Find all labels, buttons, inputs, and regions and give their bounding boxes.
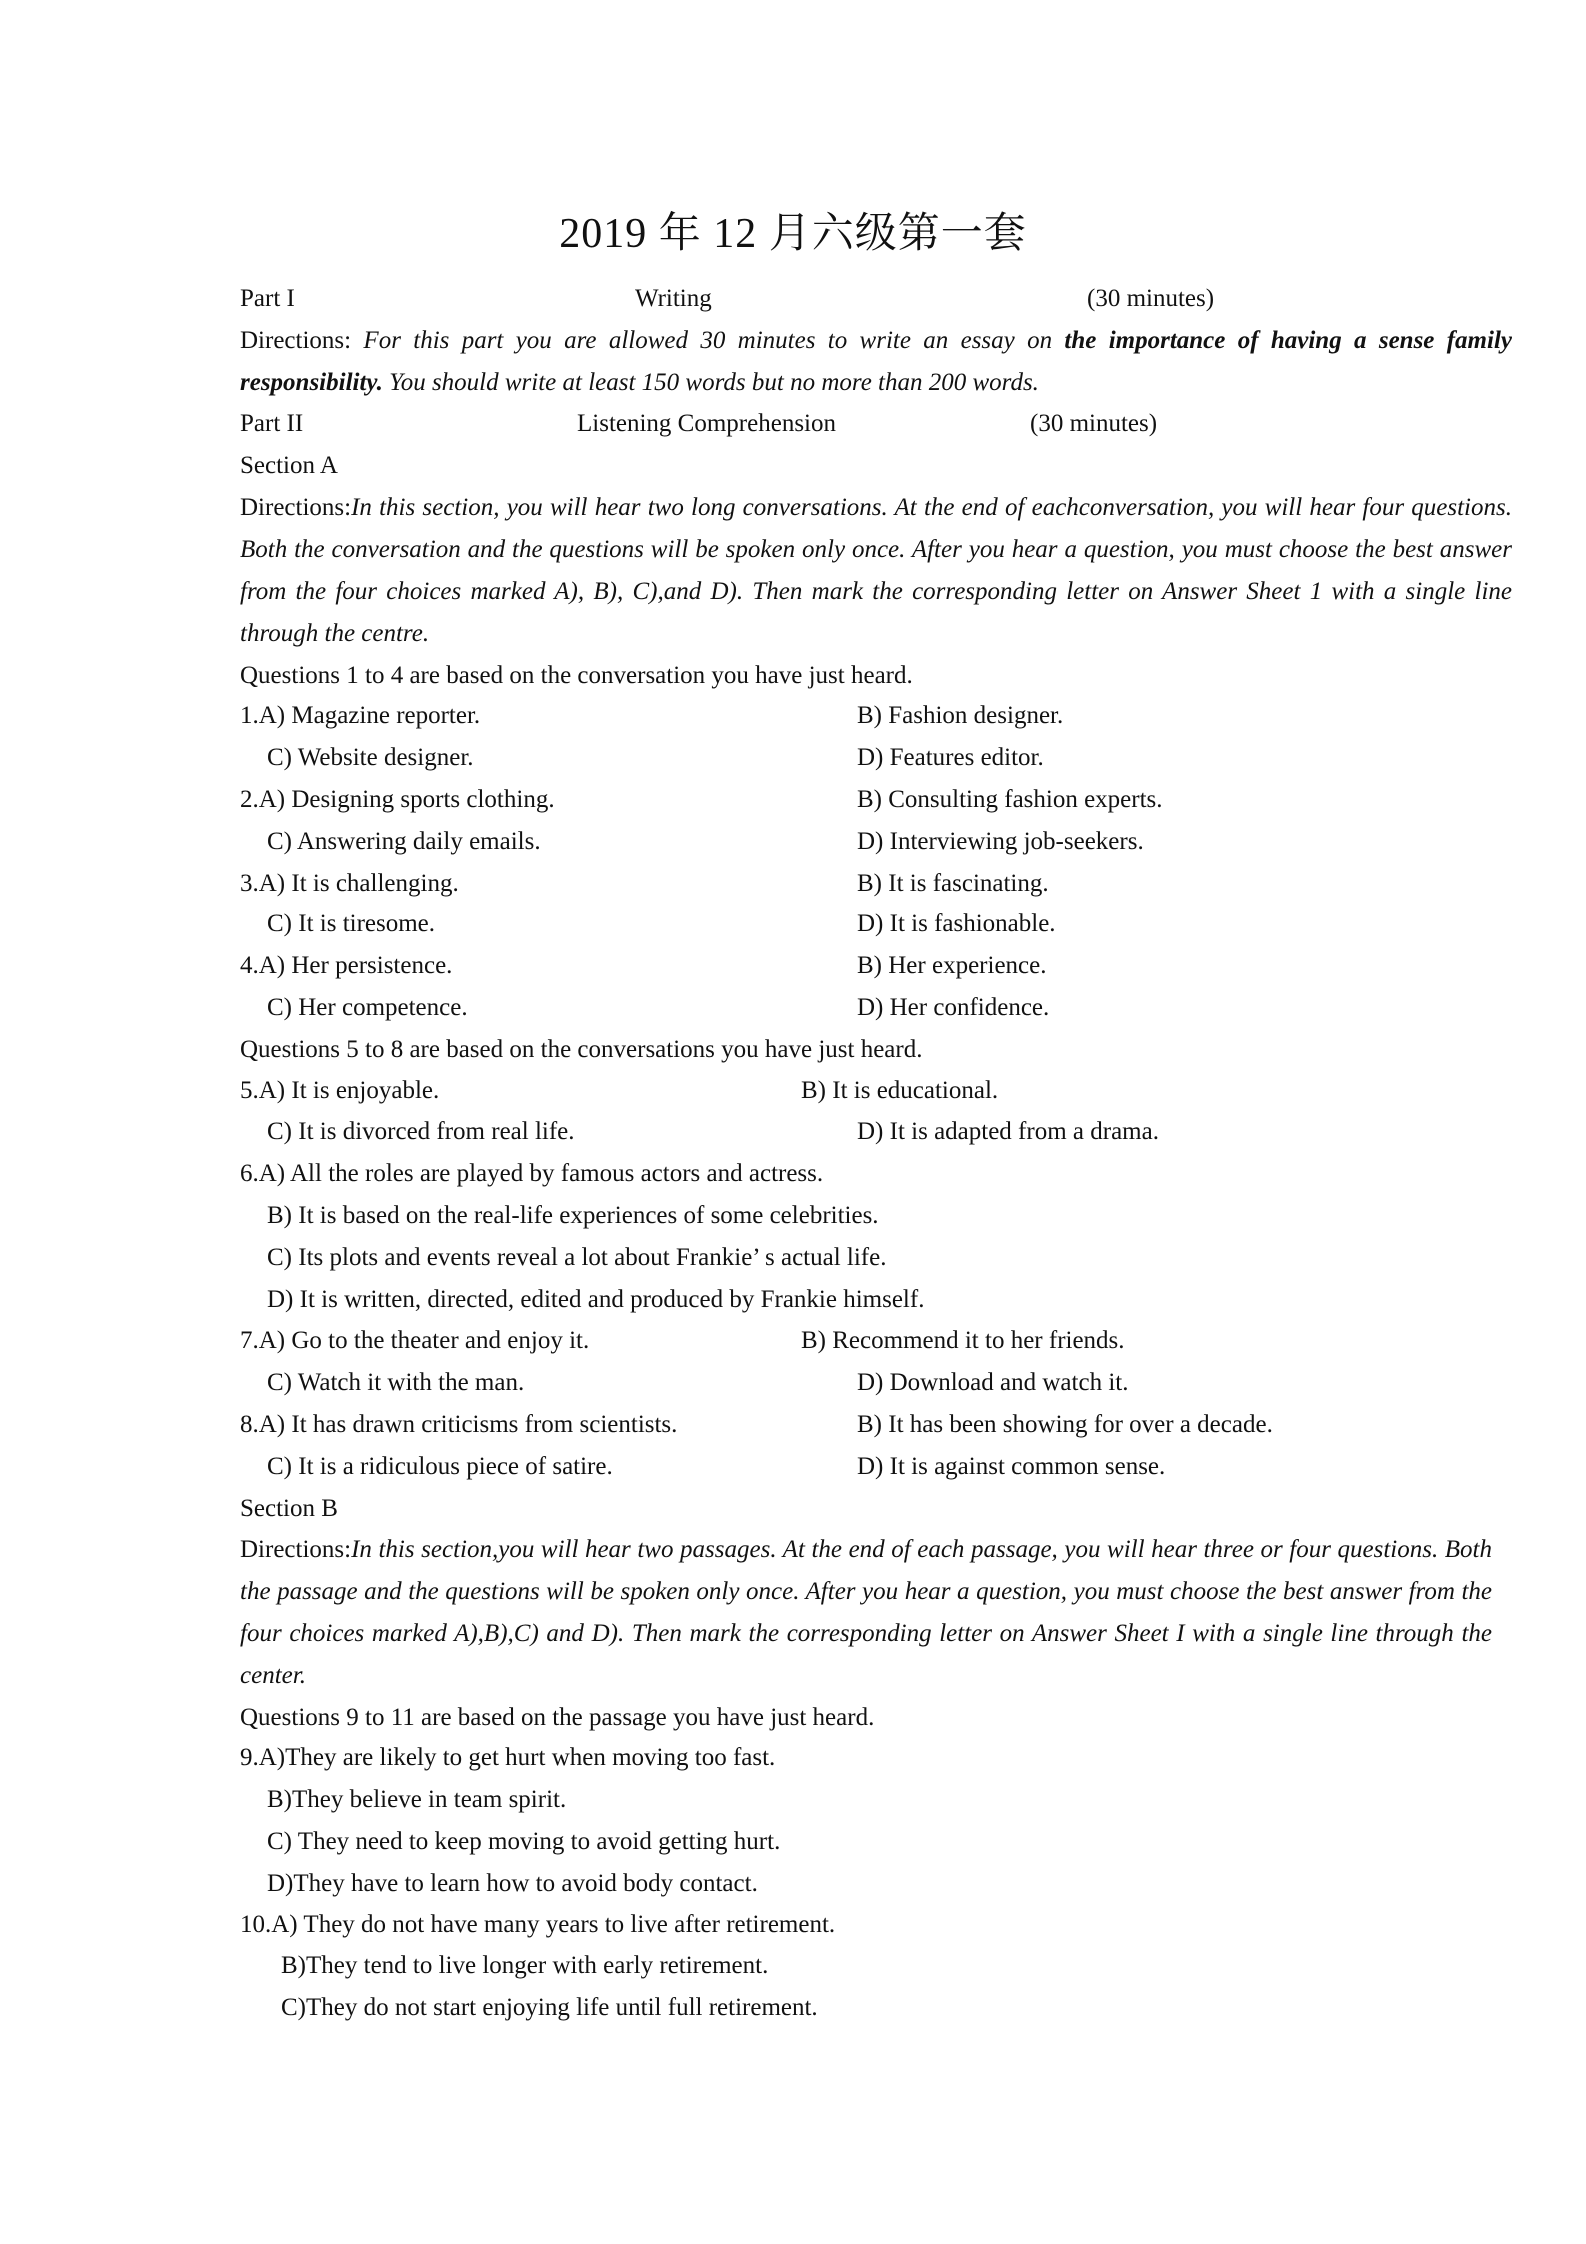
directions-text: You should write at least 150 words but no more than 200 words. — [382, 369, 1039, 396]
part1-directions — [240, 320, 1512, 404]
q2-option-a: 2.A) Designing sports clothing. — [240, 786, 555, 813]
q10-option-a: 10.A) They do not have many years to live after retirement. — [240, 1911, 836, 1938]
q9-option-c: C) They need to keep moving to avoid getting hurt. — [267, 1828, 781, 1855]
q7-option-d: D) Download and watch it. — [857, 1369, 1129, 1396]
question-group-heading: Questions 9 to 11 are based on the passage you have just heard. — [240, 1704, 875, 1731]
directions-label: Directions: — [240, 1536, 352, 1563]
directions-text: In this section,you will hear two passages. At the end of each passage, you will hear three or four questions. Both the passage and the questions will be spoken only once. After you hear a question, you must choose the best answer from the four choices marked A),B),C) and D). Then mark the corresponding letter on Answer Sheet I with a single line through the center. — [240, 1536, 1492, 1689]
q1-option-c: C) Website designer. — [267, 744, 474, 771]
question-group-heading: Questions 5 to 8 are based on the conversations you have just heard. — [240, 1036, 923, 1063]
section-a-heading: Section A — [240, 452, 338, 479]
q3-option-d: D) It is fashionable. — [857, 910, 1056, 937]
part1-label: Part I — [240, 285, 295, 312]
directions-label: Directions: — [240, 494, 352, 521]
q3-option-c: C) It is tiresome. — [267, 910, 436, 937]
q7-option-c: C) Watch it with the man. — [267, 1369, 525, 1396]
q9-option-a: 9.A)They are likely to get hurt when moving too fast. — [240, 1744, 776, 1771]
q9-option-b: B)They believe in team spirit. — [267, 1786, 567, 1813]
section-b-heading: Section B — [240, 1495, 338, 1522]
page-title: 2019 年 12 月六级第一套 — [559, 211, 1027, 257]
q3-option-b: B) It is fascinating. — [857, 870, 1049, 897]
q4-option-c: C) Her competence. — [267, 994, 468, 1021]
directions-text: For this part you are allowed 30 minutes to write an essay on — [351, 327, 1065, 354]
essay-topic: the importance of having a sense family responsibility. — [240, 327, 1512, 396]
q6-option-d: D) It is written, directed, edited and produced by Frankie himself. — [267, 1286, 925, 1313]
q8-option-c: C) It is a ridiculous piece of satire. — [267, 1453, 613, 1480]
q4-option-d: D) Her confidence. — [857, 994, 1050, 1021]
q5-option-a: 5.A) It is enjoyable. — [240, 1077, 440, 1104]
q1-option-d: D) Features editor. — [857, 744, 1044, 771]
q4-option-b: B) Her experience. — [857, 952, 1047, 979]
q3-option-a: 3.A) It is challenging. — [240, 870, 459, 897]
section-b-directions — [240, 1529, 1492, 1697]
q8-option-a: 8.A) It has drawn criticisms from scientists. — [240, 1411, 678, 1438]
q2-option-b: B) Consulting fashion experts. — [857, 786, 1163, 813]
directions-label: Directions: — [240, 327, 352, 354]
q8-option-b: B) It has been showing for over a decade. — [857, 1411, 1273, 1438]
directions-text: In this section, you will hear two long conversations. At the end of eachconversation, you will hear four questions. Both the conversation and the questions will be spoken only once. After you hear a question, you must choose the best answer from the four choices marked A), B), C),and D). Then mark the corresponding letter on Answer Sheet 1 with a single line through the centre. — [240, 494, 1512, 647]
q6-option-b: B) It is based on the real-life experiences of some celebrities. — [267, 1202, 879, 1229]
q2-option-c: C) Answering daily emails. — [267, 828, 541, 855]
q1-option-a: 1.A) Magazine reporter. — [240, 702, 481, 729]
section-a-directions — [240, 487, 1512, 655]
q5-option-d: D) It is adapted from a drama. — [857, 1118, 1159, 1145]
q5-option-b: B) It is educational. — [801, 1077, 999, 1104]
q5-option-c: C) It is divorced from real life. — [267, 1118, 575, 1145]
part2-name: Listening Comprehension — [577, 410, 836, 437]
q2-option-d: D) Interviewing job-seekers. — [857, 828, 1144, 855]
part2-time: (30 minutes) — [1030, 410, 1158, 437]
q9-option-d: D)They have to learn how to avoid body contact. — [267, 1870, 758, 1897]
part2-label: Part II — [240, 410, 304, 437]
q10-option-c: C)They do not start enjoying life until full retirement. — [281, 1994, 818, 2021]
q7-option-a: 7.A) Go to the theater and enjoy it. — [240, 1327, 590, 1354]
q8-option-d: D) It is against common sense. — [857, 1453, 1166, 1480]
q4-option-a: 4.A) Her persistence. — [240, 952, 453, 979]
q1-option-b: B) Fashion designer. — [857, 702, 1064, 729]
q10-option-b: B)They tend to live longer with early retirement. — [281, 1952, 769, 1979]
part1-time: (30 minutes) — [1087, 285, 1215, 312]
part1-name: Writing — [635, 285, 712, 312]
q6-option-a: 6.A) All the roles are played by famous actors and actress. — [240, 1160, 824, 1187]
q6-option-c: C) Its plots and events reveal a lot about Frankie’ s actual life. — [267, 1244, 887, 1271]
question-group-heading: Questions 1 to 4 are based on the conversation you have just heard. — [240, 662, 913, 689]
q7-option-b: B) Recommend it to her friends. — [801, 1327, 1125, 1354]
